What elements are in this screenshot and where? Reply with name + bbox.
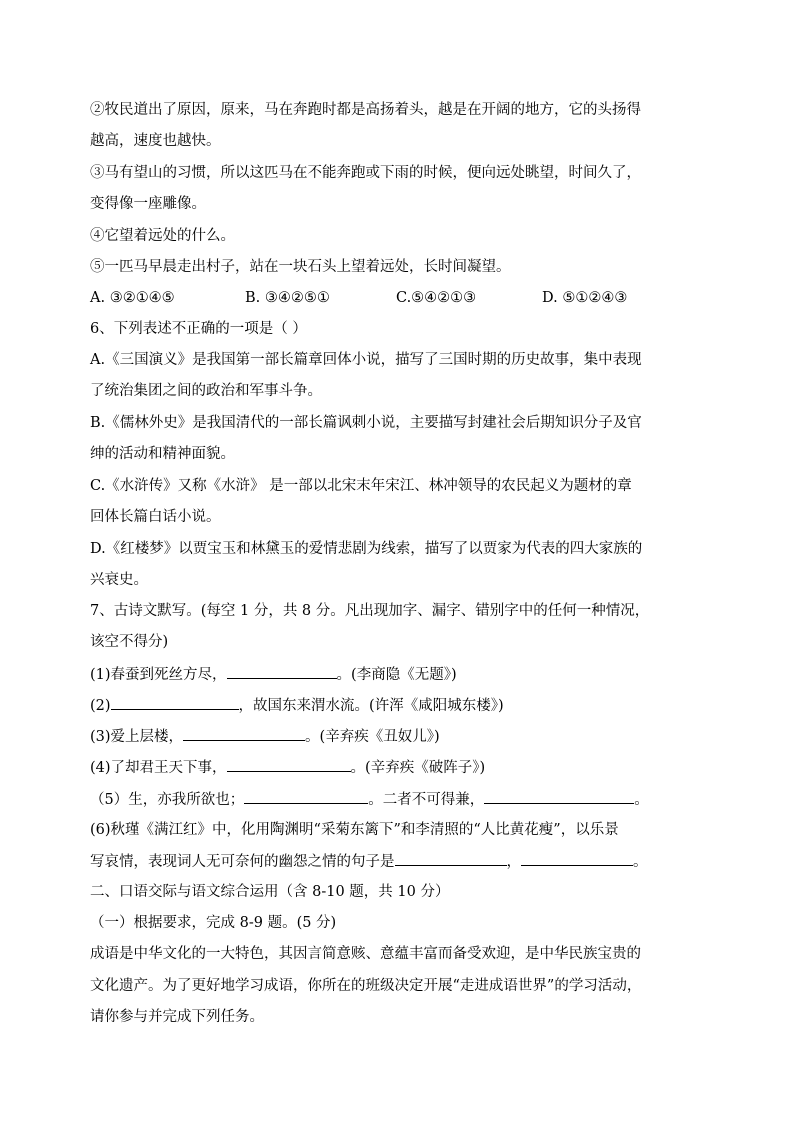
q6-option-c-line2: 回体长篇白话小说。 [90,509,221,525]
q7-item-2: (2) ，故国东来渭水流。(许浑《咸阳城东楼》) [90,695,704,716]
q5-statement-5: ⑤一匹马早晨走出村子，站在一块石头上望着远处，长时间凝望。 [90,259,511,275]
answer-blank[interactable] [521,851,633,866]
answer-blank[interactable] [183,726,305,741]
q7-item-3: (3)爱上层楼， 。(辛弃疾《丑奴儿》) [90,726,704,747]
q7-item-4: (4)了却君王天下事， 。(辛弃疾《破阵子》) [90,757,704,778]
part2-paragraph-line1: 成语是中华文化的一大特色，其因言简意赅、意蕴丰富而备受欢迎，是中华民族宝贵的 [90,946,641,962]
q7-item-1: (1)春蚕到死丝方尽， 。(李商隐《无题》) [90,664,704,685]
q6-option-d-line2: 兴衰史。 [90,572,148,588]
q6-option-a-line1: A.《三国演义》是我国第一部长篇章回体小说，描写了三国时期的历史故事，集中表现 [90,352,642,368]
q5-statement-2-line1: ②牧民道出了原因，原来，马在奔跑时都是高扬着头，越是在开阔的地方，它的头扬得 [90,102,641,118]
q6-option-a-line2: 了统治集团之间的政治和军事斗争。 [90,383,322,399]
q6-option-c-line1: C.《水浒传》又称《水浒》 是一部以北宋末年宋江、林冲领导的农民起义为题材的章 [90,478,632,494]
part2-paragraph-line3: 请你参与并完成下列任务。 [90,1009,264,1025]
q6-option-b-line1: B.《儒林外史》是我国清代的一部长篇讽刺小说，主要描写封建社会后期知识分子及官 [90,415,642,431]
answer-blank[interactable] [244,789,368,804]
answer-blank[interactable] [111,695,239,710]
q5-option-d: D. ⑤①②④③ [542,290,628,306]
q5-option-c: C.⑤④②①③ [396,290,477,306]
part2-heading: 二、口语交际与语文综合运用（含 8-10 题，共 10 分） [90,884,450,900]
q5-statement-2-line2: 越高，速度也越快。 [90,133,221,149]
q5-option-a: A. ③②①④⑤ [90,290,175,306]
answer-blank[interactable] [484,789,634,804]
q7-item-6-line2: 写哀情，表现词人无可奈何的幽怨之情的句子是 ， 。 [90,851,704,872]
q5-statement-4: ④它望着远处的什么。 [90,228,235,244]
q7-stem-line1: 7、古诗文默写。(每空 1 分，共 8 分。凡出现加字、漏字、错别字中的任何一种情况， [90,603,650,619]
part2-subheading: （一）根据要求，完成 8-9 题。(5 分) [90,915,337,931]
q7-item-5: （5）生，亦我所欲也； 。二者不可得兼， 。 [90,789,704,810]
q5-statement-3-line2: 变得像一座雕像。 [90,196,206,212]
answer-blank[interactable] [395,851,507,866]
q6-option-d-line1: D.《红楼梦》以贾宝玉和林黛玉的爱情悲剧为线索，描写了以贾家为代表的四大家族的 [90,541,643,557]
q5-statement-3-line1: ③马有望山的习惯，所以这匹马在不能奔跑或下雨的时候，便向远处眺望，时间久了， [90,165,641,181]
answer-blank[interactable] [227,664,337,679]
q5-option-b: B. ③④②⑤① [245,290,330,306]
q6-stem: 6、下列表述不正确的一项是（ ） [90,321,307,337]
q6-option-b-line2: 绅的活动和精神面貌。 [90,446,235,462]
q7-stem-line2: 该空不得分) [90,634,169,650]
part2-paragraph-line2: 文化遗产。为了更好地学习成语，你所在的班级决定开展“走进成语世界”的学习活动， [90,978,642,994]
q7-item-6-line1: (6)秋瑾《满江红》中，化用陶渊明“采菊东篱下”和李清照的“人比黄花瘦”，以乐景 [90,822,619,838]
answer-blank[interactable] [227,757,351,772]
